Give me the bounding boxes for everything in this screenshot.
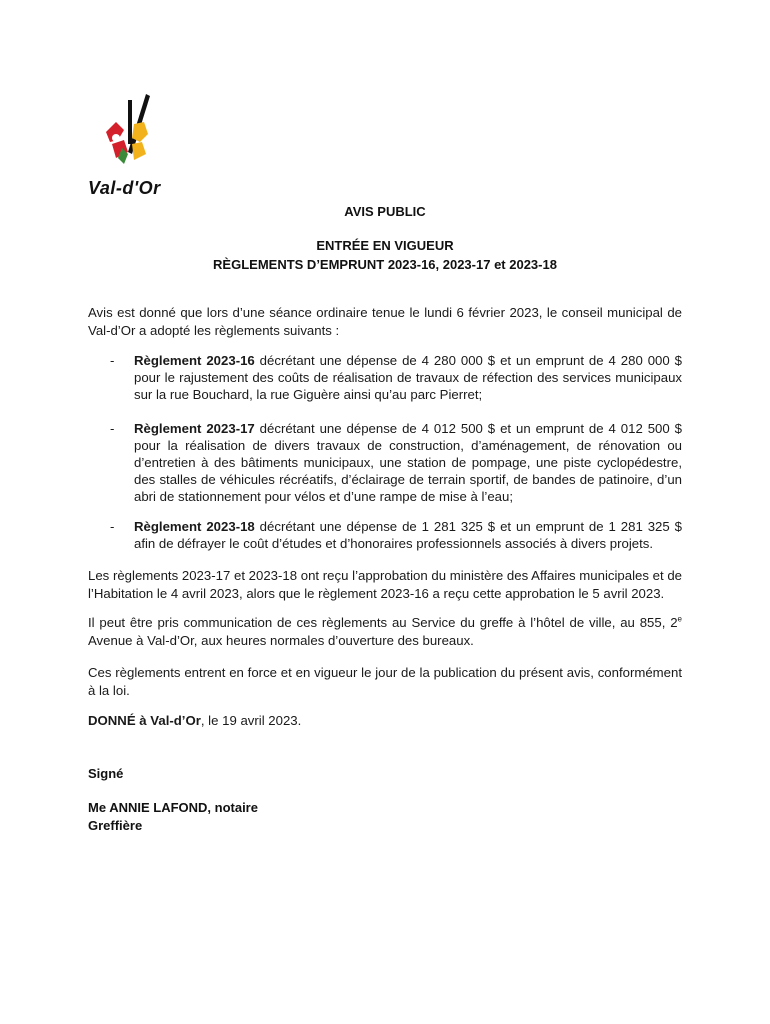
notice-title: AVIS PUBLIC — [344, 204, 426, 219]
regulation-label: Règlement 2023-18 — [134, 519, 255, 534]
logo-wordmark: Val-d'Or — [88, 178, 161, 198]
regulation-label: Règlement 2023-17 — [134, 421, 255, 436]
force-paragraph: Ces règlements entrent en force et en vigueur le jour de la publication du présent avis, conformément à la loi. — [88, 665, 682, 698]
regulation-text: décrétant une dépense de 1 281 325 $ et un emprunt de 1 281 325 $ afin de défrayer le coût d’études et d’honoraires professionnels associés à divers projets. — [134, 519, 682, 551]
communication-paragraph — [88, 614, 682, 650]
regulation-text: décrétant une dépense de 4 280 000 $ et un emprunt de 4 280 000 $ pour le rajustement des coûts de réalisation de travaux de réfection des services municipaux sur la rue Bouchard, la rue Giguère ainsi qu’au parc Pierret; — [134, 353, 682, 402]
list-dash: - — [110, 421, 115, 436]
val-dor-emblem-icon — [102, 92, 162, 176]
list-dash: - — [110, 353, 115, 368]
intro-paragraph: Avis est donné que lors d’une séance ordinaire tenue le lundi 6 février 2023, le conseil municipal de Val-d’Or a adopté les règlements suivants : — [88, 305, 682, 338]
communication-text: Il peut être pris communication de ces règlements au Service du greffe à l’hôtel de ville, au 855, 2 — [88, 615, 678, 630]
signed-label: Signé — [88, 766, 124, 781]
communication-text-end: Avenue à Val-d’Or, aux heures normales d’ouverture des bureaux. — [88, 633, 474, 648]
regulation-text: décrétant une dépense de 4 012 500 $ et un emprunt de 4 012 500 $ pour la réalisation de divers travaux de construction, d’aménagement, de rénovation ou d’entretien à des bâtiments municipaux, une station de pompage, une piste cyclopédestre, des stalles de véhicules récréatifs, d’éclairage de terrain sportif, de bandes de patinoire, d’un abri de stationnement pour vélos et d’une rampe de mise à l’eau; — [134, 421, 682, 504]
approbation-paragraph: Les règlements 2023-17 et 2023-18 ont reçu l’approbation du ministère des Affaires municipales et de l’Habitation le 4 avril 2023, alors que le règlement 2023-16 a reçu cette approbation le 5 avril 2023. — [88, 568, 682, 601]
given-date-line — [88, 712, 682, 730]
regulation-label: Règlement 2023-16 — [134, 353, 255, 368]
signatory-name: Me ANNIE LAFOND, notaire — [88, 800, 258, 815]
ordinal-suffix: e — [677, 614, 682, 624]
notice-subtitle: ENTRÉE EN VIGUEUR — [316, 238, 454, 253]
given-date: , le 19 avril 2023. — [200, 713, 302, 728]
val-dor-logo — [88, 92, 178, 202]
notice-regulations-heading: RÈGLEMENTS D’EMPRUNT 2023-16, 2023-17 et 2023-18 — [213, 257, 557, 272]
list-dash: - — [110, 519, 115, 534]
signatory-role: Greffière — [88, 818, 143, 833]
given-label: DONNÉ à Val-d’Or — [88, 713, 201, 728]
